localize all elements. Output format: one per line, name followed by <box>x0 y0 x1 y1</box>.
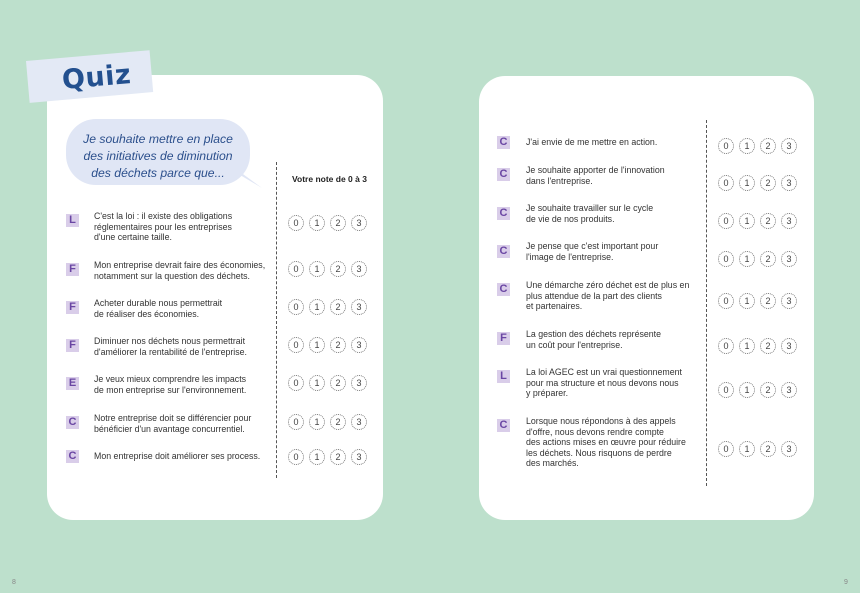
score-option-1[interactable]: 1 <box>309 261 325 277</box>
score-option-1[interactable]: 1 <box>739 338 755 354</box>
score-option-0[interactable]: 0 <box>288 215 304 231</box>
score-option-3[interactable]: 3 <box>781 175 797 191</box>
question-text: Je veux mieux comprendre les impacts de mon entreprise sur l'environnement. <box>94 374 247 395</box>
score-scale[interactable] <box>288 337 367 353</box>
score-option-2[interactable]: 2 <box>760 213 776 229</box>
score-option-2[interactable]: 2 <box>330 414 346 430</box>
category-badge: L <box>66 214 79 227</box>
score-scale[interactable] <box>288 215 367 231</box>
question-text: Diminuer nos déchets nous permettrait d'améliorer la rentabilité de l'entreprise. <box>94 336 247 357</box>
score-option-0[interactable]: 0 <box>288 299 304 315</box>
score-option-3[interactable]: 3 <box>351 414 367 430</box>
score-option-1[interactable]: 1 <box>739 138 755 154</box>
question-text: Notre entreprise doit se différencier pour bénéficier d'un avantage concurrentiel. <box>94 413 252 434</box>
score-option-3[interactable]: 3 <box>781 441 797 457</box>
score-option-0[interactable]: 0 <box>288 375 304 391</box>
score-option-2[interactable]: 2 <box>330 449 346 465</box>
score-option-3[interactable]: 3 <box>781 293 797 309</box>
score-option-3[interactable]: 3 <box>351 337 367 353</box>
score-option-0[interactable]: 0 <box>718 251 734 267</box>
category-badge: C <box>497 168 510 181</box>
question-text: Je souhaite apporter de l'innovation dans l'entreprise. <box>526 165 665 186</box>
left-column-divider <box>276 162 277 478</box>
question-text: Je souhaite travailler sur le cycle de vie de nos produits. <box>526 203 654 224</box>
category-badge: C <box>497 136 510 149</box>
score-scale[interactable] <box>718 175 797 191</box>
quiz-title: Quiz <box>60 59 133 96</box>
score-option-1[interactable]: 1 <box>739 382 755 398</box>
score-option-1[interactable]: 1 <box>309 414 325 430</box>
category-badge: C <box>497 207 510 220</box>
score-option-1[interactable]: 1 <box>739 213 755 229</box>
score-scale[interactable] <box>288 414 367 430</box>
score-option-1[interactable]: 1 <box>309 337 325 353</box>
category-badge: F <box>497 332 510 345</box>
score-header: Votre note de 0 à 3 <box>292 174 367 184</box>
score-option-3[interactable]: 3 <box>351 215 367 231</box>
category-badge: F <box>66 339 79 352</box>
score-option-2[interactable]: 2 <box>760 138 776 154</box>
score-scale[interactable] <box>718 441 797 457</box>
score-option-3[interactable]: 3 <box>781 138 797 154</box>
question-text: Lorsque nous répondons à des appels d'offre, nous devons rendre compte des actions mises en œuvre pour réduire les déchets. Nous risquons de perdre des marchés. <box>526 416 686 468</box>
category-badge: C <box>66 416 79 429</box>
right-column-divider <box>706 120 707 486</box>
score-option-2[interactable]: 2 <box>760 293 776 309</box>
category-badge: C <box>497 283 510 296</box>
score-scale[interactable] <box>718 338 797 354</box>
question-text: Mon entreprise doit améliorer ses process. <box>94 451 261 461</box>
category-badge: C <box>497 419 510 432</box>
score-option-0[interactable]: 0 <box>288 414 304 430</box>
intro-line: Je souhaite mettre en place <box>83 132 233 146</box>
score-option-3[interactable]: 3 <box>351 299 367 315</box>
score-option-0[interactable]: 0 <box>718 338 734 354</box>
score-option-0[interactable]: 0 <box>718 382 734 398</box>
page-number-right: 9 <box>844 579 848 586</box>
category-badge: C <box>66 450 79 463</box>
score-option-1[interactable]: 1 <box>309 449 325 465</box>
score-scale[interactable] <box>288 261 367 277</box>
score-option-2[interactable]: 2 <box>760 441 776 457</box>
score-scale[interactable] <box>718 213 797 229</box>
score-option-0[interactable]: 0 <box>288 337 304 353</box>
question-text: Mon entreprise devrait faire des économies, notamment sur la question des déchets. <box>94 260 266 281</box>
question-text: J'ai envie de me mettre en action. <box>526 137 658 147</box>
score-option-2[interactable]: 2 <box>330 299 346 315</box>
score-option-2[interactable]: 2 <box>330 337 346 353</box>
category-badge: L <box>497 370 510 383</box>
score-scale[interactable] <box>718 251 797 267</box>
intro-text <box>66 131 250 182</box>
category-badge: F <box>66 301 79 314</box>
question-text: Acheter durable nous permettrait de réaliser des économies. <box>94 298 223 319</box>
score-option-0[interactable]: 0 <box>718 175 734 191</box>
score-scale[interactable] <box>718 382 797 398</box>
question-text: Une démarche zéro déchet est de plus en plus attendue de la part des clients et partenaires. <box>526 280 690 311</box>
score-option-0[interactable]: 0 <box>288 449 304 465</box>
intro-line: des déchets parce que... <box>91 166 225 180</box>
score-option-2[interactable]: 2 <box>760 338 776 354</box>
score-option-3[interactable]: 3 <box>351 261 367 277</box>
category-badge: E <box>66 377 79 390</box>
score-option-1[interactable]: 1 <box>309 299 325 315</box>
score-scale[interactable] <box>718 138 797 154</box>
score-option-2[interactable]: 2 <box>330 375 346 391</box>
score-scale[interactable] <box>288 375 367 391</box>
score-scale[interactable] <box>288 299 367 315</box>
score-option-2[interactable]: 2 <box>330 261 346 277</box>
score-option-0[interactable]: 0 <box>718 213 734 229</box>
score-option-0[interactable]: 0 <box>718 293 734 309</box>
score-option-3[interactable]: 3 <box>351 449 367 465</box>
score-option-1[interactable]: 1 <box>739 251 755 267</box>
score-option-3[interactable]: 3 <box>781 213 797 229</box>
score-option-2[interactable]: 2 <box>760 251 776 267</box>
score-option-0[interactable]: 0 <box>718 441 734 457</box>
score-option-1[interactable]: 1 <box>739 175 755 191</box>
question-text: C'est la loi : il existe des obligations réglementaires pour les entreprises d'une certaine taille. <box>94 211 233 242</box>
score-option-1[interactable]: 1 <box>739 293 755 309</box>
score-option-3[interactable]: 3 <box>781 382 797 398</box>
score-option-0[interactable]: 0 <box>718 138 734 154</box>
score-option-3[interactable]: 3 <box>781 338 797 354</box>
page-number-left: 8 <box>12 579 16 586</box>
score-option-2[interactable]: 2 <box>760 175 776 191</box>
score-option-1[interactable]: 1 <box>739 441 755 457</box>
score-option-2[interactable]: 2 <box>330 215 346 231</box>
score-option-1[interactable]: 1 <box>309 375 325 391</box>
question-text: La gestion des déchets représente un coût pour l'entreprise. <box>526 329 661 350</box>
category-badge: C <box>497 245 510 258</box>
category-badge: F <box>66 263 79 276</box>
score-option-2[interactable]: 2 <box>760 382 776 398</box>
score-option-3[interactable]: 3 <box>351 375 367 391</box>
score-option-1[interactable]: 1 <box>309 215 325 231</box>
intro-line: des initiatives de diminution <box>83 149 233 163</box>
score-scale[interactable] <box>288 449 367 465</box>
score-option-0[interactable]: 0 <box>288 261 304 277</box>
question-text: Je pense que c'est important pour l'image de l'entreprise. <box>526 241 659 262</box>
score-scale[interactable] <box>718 293 797 309</box>
question-text: La loi AGEC est un vrai questionnement pour ma structure et nous devons nous y préparer. <box>526 367 682 398</box>
score-option-3[interactable]: 3 <box>781 251 797 267</box>
